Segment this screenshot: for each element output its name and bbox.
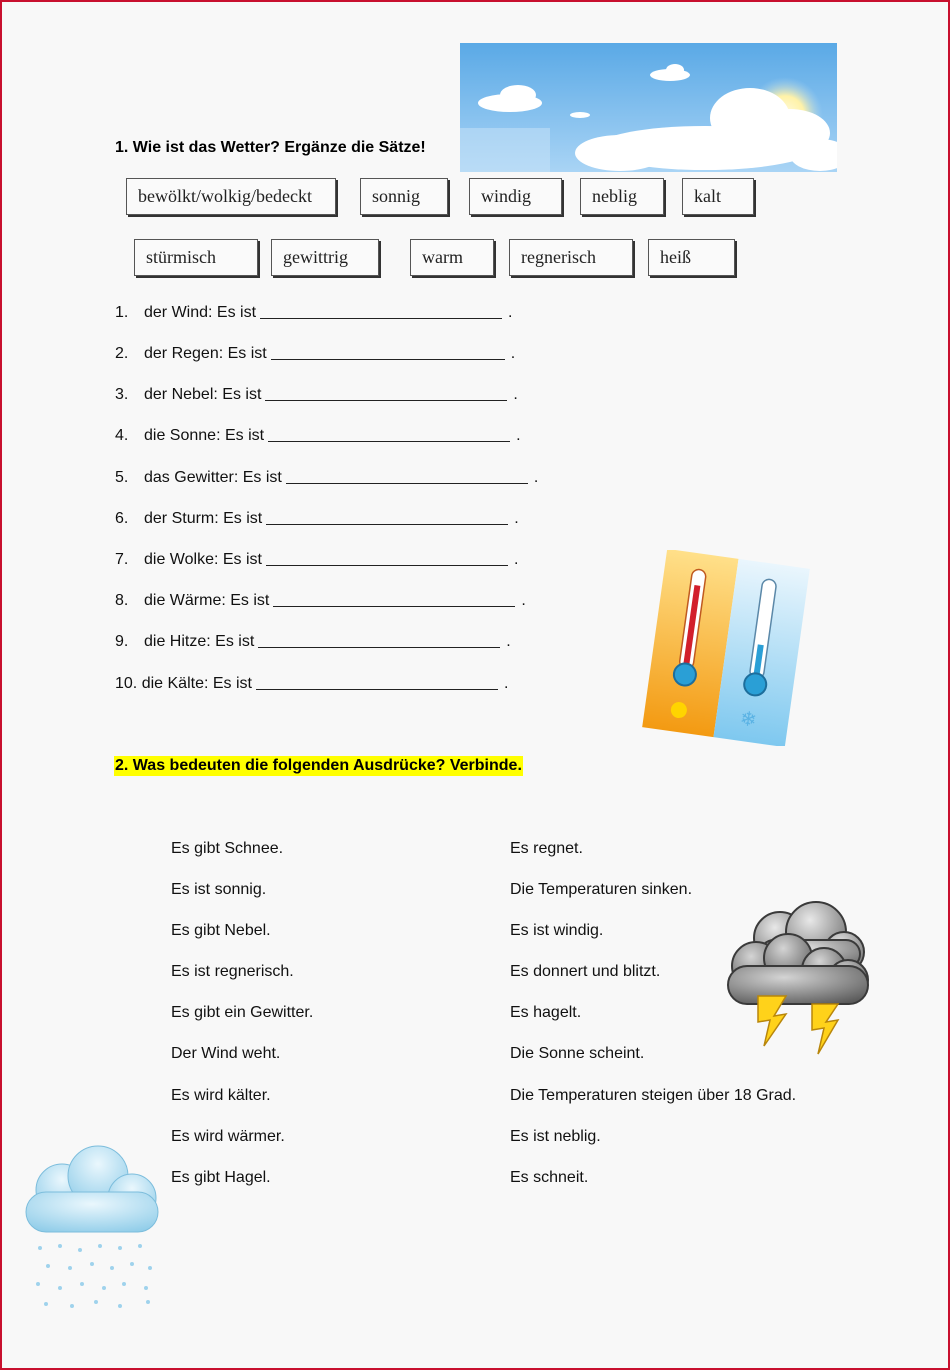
sentence-line: 6. der Sturm: Es ist . [115, 510, 519, 527]
right-expression[interactable]: Die Temperaturen sinken. [510, 881, 693, 898]
thermometer-image [638, 550, 814, 746]
answer-blank[interactable] [268, 427, 510, 442]
word-box: neblig [580, 178, 664, 215]
answer-blank[interactable] [260, 304, 502, 319]
sentence-line: 10. die Kälte: Es ist . [115, 675, 509, 692]
sentence-line: 1. der Wind: Es ist . [115, 304, 513, 321]
sentence-line: 3. der Nebel: Es ist . [115, 386, 518, 403]
right-expression[interactable]: Die Temperaturen steigen über 18 Grad. [510, 1087, 797, 1104]
right-expression[interactable]: Es ist windig. [510, 922, 604, 939]
thunderstorm-icon [720, 900, 876, 1060]
answer-blank[interactable] [271, 345, 505, 360]
right-expression[interactable]: Es hagelt. [510, 1004, 582, 1021]
rain-cloud-icon [20, 1142, 165, 1317]
task2-heading: 2. Was bedeuten die folgenden Ausdrücke? Verbinde. [115, 757, 522, 774]
answer-blank[interactable] [266, 551, 508, 566]
sentence-line: 4. die Sonne: Es ist . [115, 427, 521, 444]
right-expression[interactable]: Es donnert und blitzt. [510, 963, 661, 980]
sentence-line: 2. der Regen: Es ist . [115, 345, 516, 362]
right-expression[interactable]: Es schneit. [510, 1169, 589, 1186]
answer-blank[interactable] [266, 510, 508, 525]
sentence-line: 7. die Wolke: Es ist . [115, 551, 519, 568]
task1-heading: 1. Wie ist das Wetter? Ergänze die Sätze! [115, 139, 426, 156]
word-box: warm [410, 239, 494, 276]
right-expression[interactable]: Es ist neblig. [510, 1128, 601, 1145]
word-box: kalt [682, 178, 754, 215]
left-expression[interactable]: Es ist regnerisch. [171, 963, 294, 980]
word-box: regnerisch [509, 239, 633, 276]
sentence-line: 8. die Wärme: Es ist . [115, 592, 526, 609]
sky-clouds-image [460, 43, 837, 172]
answer-blank[interactable] [258, 633, 500, 648]
word-box: stürmisch [134, 239, 258, 276]
left-expression[interactable]: Es wird kälter. [171, 1087, 271, 1104]
word-box: windig [469, 178, 562, 215]
left-expression[interactable]: Es gibt Hagel. [171, 1169, 271, 1186]
sentence-line: 9. die Hitze: Es ist . [115, 633, 511, 650]
left-expression[interactable]: Es wird wärmer. [171, 1128, 285, 1145]
word-box: bewölkt/wolkig/bedeckt [126, 178, 336, 215]
answer-blank[interactable] [265, 386, 507, 401]
word-box: gewittrig [271, 239, 379, 276]
left-expression[interactable]: Es gibt Nebel. [171, 922, 271, 939]
right-expression[interactable]: Die Sonne scheint. [510, 1045, 645, 1062]
answer-blank[interactable] [273, 592, 515, 607]
sentence-line: 5. das Gewitter: Es ist . [115, 469, 539, 486]
answer-blank[interactable] [256, 675, 498, 690]
left-expression[interactable]: Es gibt ein Gewitter. [171, 1004, 314, 1021]
svg-text:❄: ❄ [738, 705, 759, 732]
right-expression[interactable]: Es regnet. [510, 840, 583, 857]
word-box: sonnig [360, 178, 448, 215]
word-box: heiß [648, 239, 735, 276]
answer-blank[interactable] [286, 469, 528, 484]
left-expression[interactable]: Der Wind weht. [171, 1045, 281, 1062]
left-expression[interactable]: Es gibt Schnee. [171, 840, 284, 857]
left-expression[interactable]: Es ist sonnig. [171, 881, 267, 898]
